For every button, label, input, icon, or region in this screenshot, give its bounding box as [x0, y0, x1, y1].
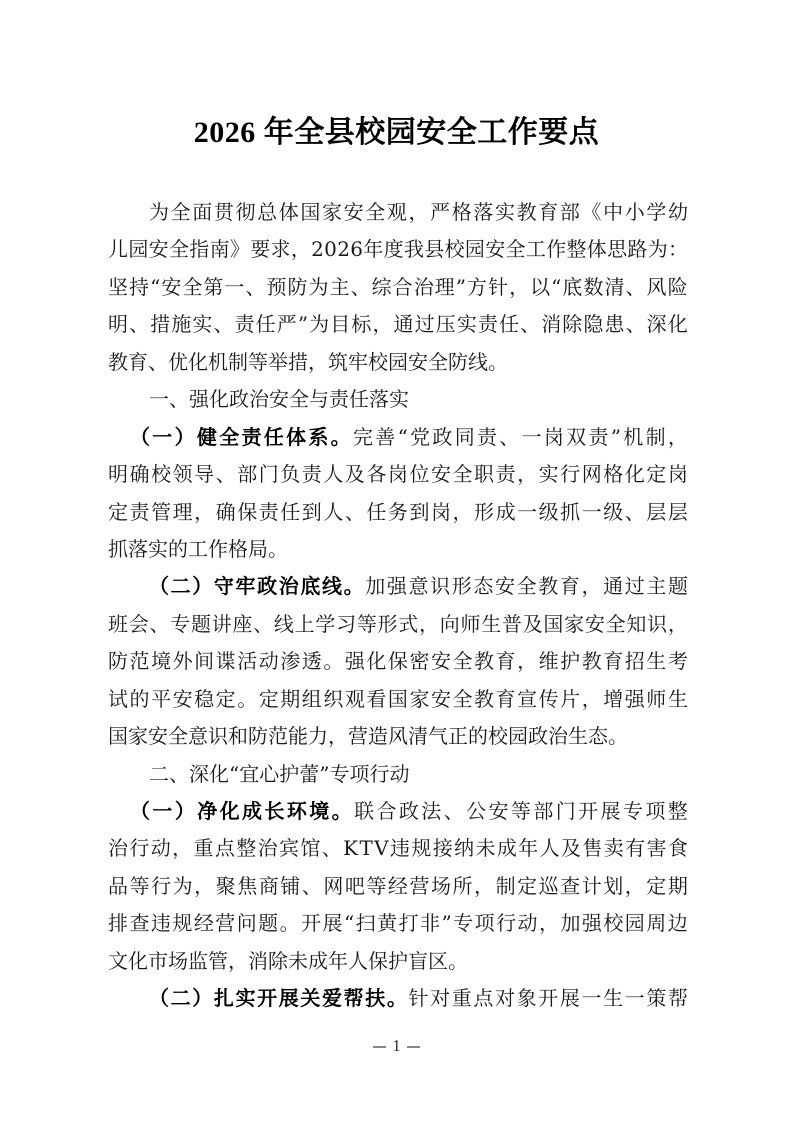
document-title: 2026 年全县校园安全工作要点 [193, 116, 600, 149]
paragraph-intro-line: 儿 园 安 全 指 南 》 要 求 ， 2 0 2 6 年 度 我 县 校 园 安 全 工 作 整 体 思 路 为 ： [108, 237, 688, 262]
dash-decoration [407, 1046, 420, 1048]
subsection-2-1-line: 排 查 违 规 经 营 问 题 。 开 展 “ 扫 黄 打 非 ” 专 项 行 动 ， 加 强 校 园 周 边 [108, 911, 688, 936]
line-text: 国家安全意识和防范能力，营造风清气正的校园政治生态。 [108, 724, 628, 749]
line-text: 文化市场监管，消除未成年人保护盲区。 [108, 948, 468, 973]
section-heading-1 [108, 381, 688, 418]
document-body [108, 194, 688, 1018]
paragraph-intro-line [108, 344, 688, 381]
paragraph-intro-line: 明 、 措 施 实 、 责 任 严 ” 为 目 标 ， 通 过 压 实 责 任 、 消 除 隐 患 、 深 化 [108, 312, 688, 337]
paragraph-intro-line: 为 全 面 贯 彻 总 体 国 家 安 全 观 ， 严 格 落 实 教 育 部 《 中 小 学 幼 [149, 200, 688, 224]
subsection-1-2-line: 试 的 平 安 稳 定 。 定 期 组 织 观 看 国 家 安 全 教 育 宣 传 片 ， 增 强 师 生 [108, 686, 688, 711]
subsection-1-1-line [108, 531, 688, 568]
subsection-2-1-line [108, 943, 688, 980]
heading-text: 二、深化“宜心护蕾”专项行动 [149, 761, 410, 786]
subsection-1-1-line: 明 确 校 领 导 、 部 门 负 责 人 及 各 岗 位 安 全 职 责 ， 实 行 网 格 化 定 岗 [108, 462, 688, 487]
subsection-1-2-line: 防 范 境 外 间 谍 活 动 渗 透 。 强 化 保 密 安 全 教 育 ， 维 护 教 育 招 生 考 [108, 649, 688, 674]
paragraph-intro-line: 坚 持 “ 安 全 第 一 、 预 防 为 主 、 综 合 治 理 ” 方 针 ， 以 “ 底 数 清 、 风 险 [108, 274, 688, 299]
subsection-1-1-line: （ 一 ） 健 全 责 任 体 系 。 完 善 “ 党 政 同 责 、 一 岗 双 责 ” 机 制 ， [130, 424, 688, 449]
page-number [0, 1036, 793, 1056]
subsection-2-1-line: 品 等 行 为 ， 聚 焦 商 铺 、 网 吧 等 经 营 场 所 ， 制 定 巡 查 计 划 ， 定 期 [108, 873, 688, 898]
subsection-1-2-line [108, 718, 688, 755]
dash-decoration [373, 1046, 386, 1048]
subsection-1-2-line: 班 会 、 专 题 讲 座 、 线 上 学 习 等 形 式 ， 向 师 生 普 及 国 家 安 全 知 识 ， [108, 611, 688, 636]
subsection-1-2-line: （ 二 ） 守 牢 政 治 底 线 。 加 强 意 识 形 态 安 全 教 育 ， 通 过 主 题 [149, 574, 688, 599]
subsection-2-1-line: 治 行 动 ， 重 点 整 治 宾 馆 、 K T V 违 规 接 纳 未 成 年 人 及 售 卖 有 害 食 [108, 836, 688, 861]
section-heading-2 [108, 756, 688, 793]
heading-text: 一、强化政治安全与责任落实 [149, 387, 409, 412]
subsection-1-1-line: 定 责 管 理 ， 确 保 责 任 到 人 、 任 务 到 岗 ， 形 成 一 级 抓 一 级 、 层 层 [108, 499, 688, 524]
subsection-2-1-line: （ 一 ） 净 化 成 长 环 境 。 联 合 政 法 、 公 安 等 部 门 开 展 专 项 整 [130, 799, 688, 823]
subsection-2-2-line: （ 二 ） 扎 实 开 展 关 爱 帮 扶 。 针 对 重 点 对 象 开 展 一 生 一 策 帮 [149, 986, 688, 1011]
page-number-text: 1 [392, 1036, 401, 1055]
line-text: 教育、优化机制等举措，筑牢校园安全防线。 [108, 349, 508, 374]
line-text: 抓落实的工作格局。 [108, 536, 288, 561]
